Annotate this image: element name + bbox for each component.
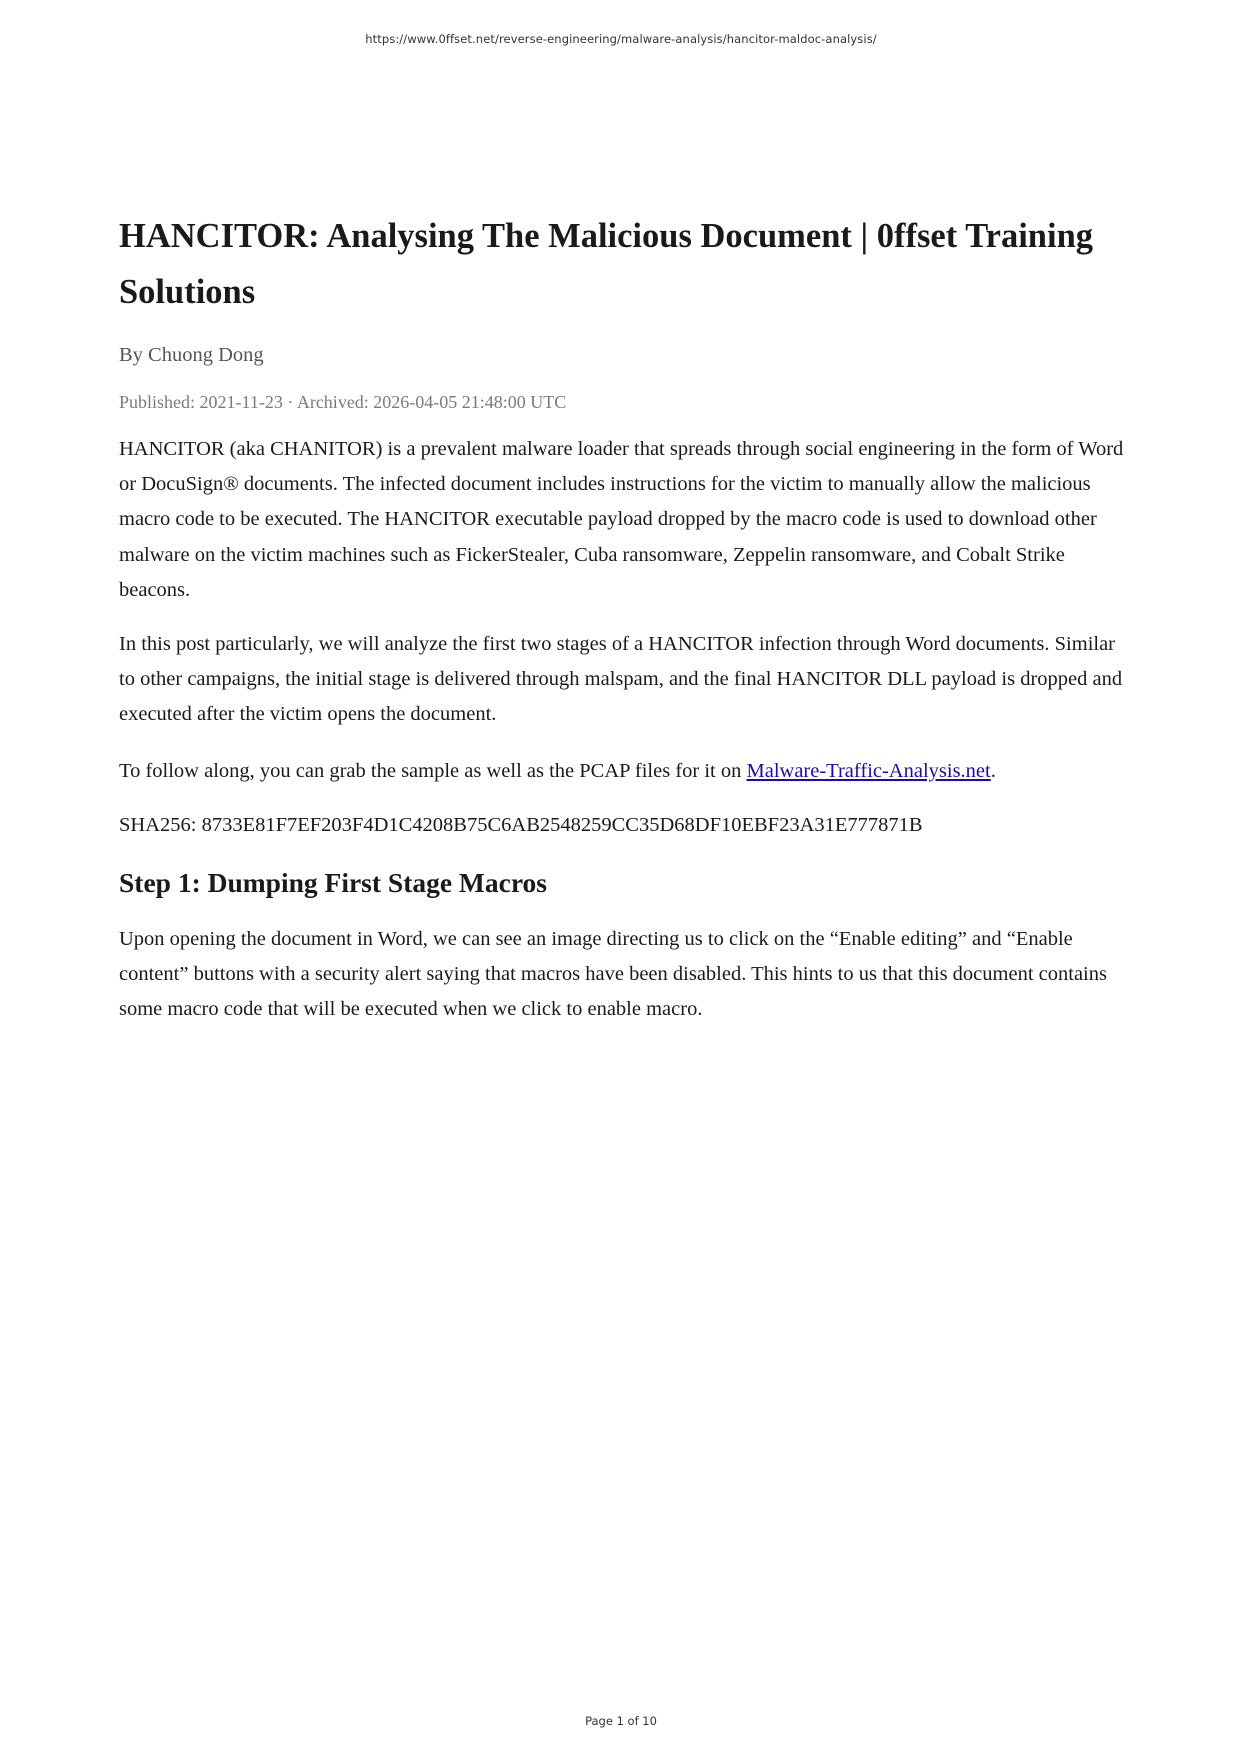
- page-title: HANCITOR: Analysing The Malicious Document | 0ffset Training Solutions: [119, 217, 1094, 311]
- step1-paragraph: Upon opening the document in Word, we can see an image directing us to click on the “Enable editing” and “Enable content” buttons with a security alert saying that macros have been disabled. This hints to us that this document contains some macro code that will be executed when we click to enable macro.: [119, 928, 1107, 1021]
- intro-paragraph: HANCITOR (aka CHANITOR) is a prevalent malware loader that spreads through social engineering in the form of Word or DocuSign® documents. The infected document includes instructions for the victim to manually allow the malicious macro code to be executed. The HANCITOR executable payload dropped by the macro code is used to download other malware on the victim machines such as FickerStealer, Cuba ransomware, Zeppelin ransomware, and Cobalt Strike beacons.: [119, 438, 1124, 601]
- follow-along-suffix: .: [990, 759, 996, 782]
- page-number: Page 1 of 10: [585, 1714, 657, 1728]
- publish-metadata: Published: 2021-11-23 · Archived: 2026-04-05 21:48:00 UTC: [119, 392, 567, 412]
- scope-paragraph: In this post particularly, we will analyze the first two stages of a HANCITOR infection through Word documents. Similar to other campaigns, the initial stage is delivered through malspam, and the final HANCITOR DLL payload is dropped and executed after the victim opens the document.: [119, 633, 1123, 726]
- author-byline: By Chuong Dong: [119, 344, 264, 366]
- follow-along-text: To follow along, you can grab the sample as well as the PCAP files for it on: [119, 759, 747, 782]
- sha256-hash: SHA256: 8733E81F7EF203F4D1C4208B75C6AB2548259CC35D68DF10EBF23A31E777871B: [119, 813, 923, 836]
- step1-heading: Step 1: Dumping First Stage Macros: [119, 867, 548, 899]
- article: [119, 208, 1129, 1028]
- follow-along-paragraph: [119, 754, 1129, 789]
- page-url: https://www.0ffset.net/reverse-engineering/malware-analysis/hancitor-maldoc-analysis/: [365, 32, 877, 46]
- malware-traffic-analysis-link[interactable]: Malware-Traffic-Analysis.net: [746, 759, 991, 782]
